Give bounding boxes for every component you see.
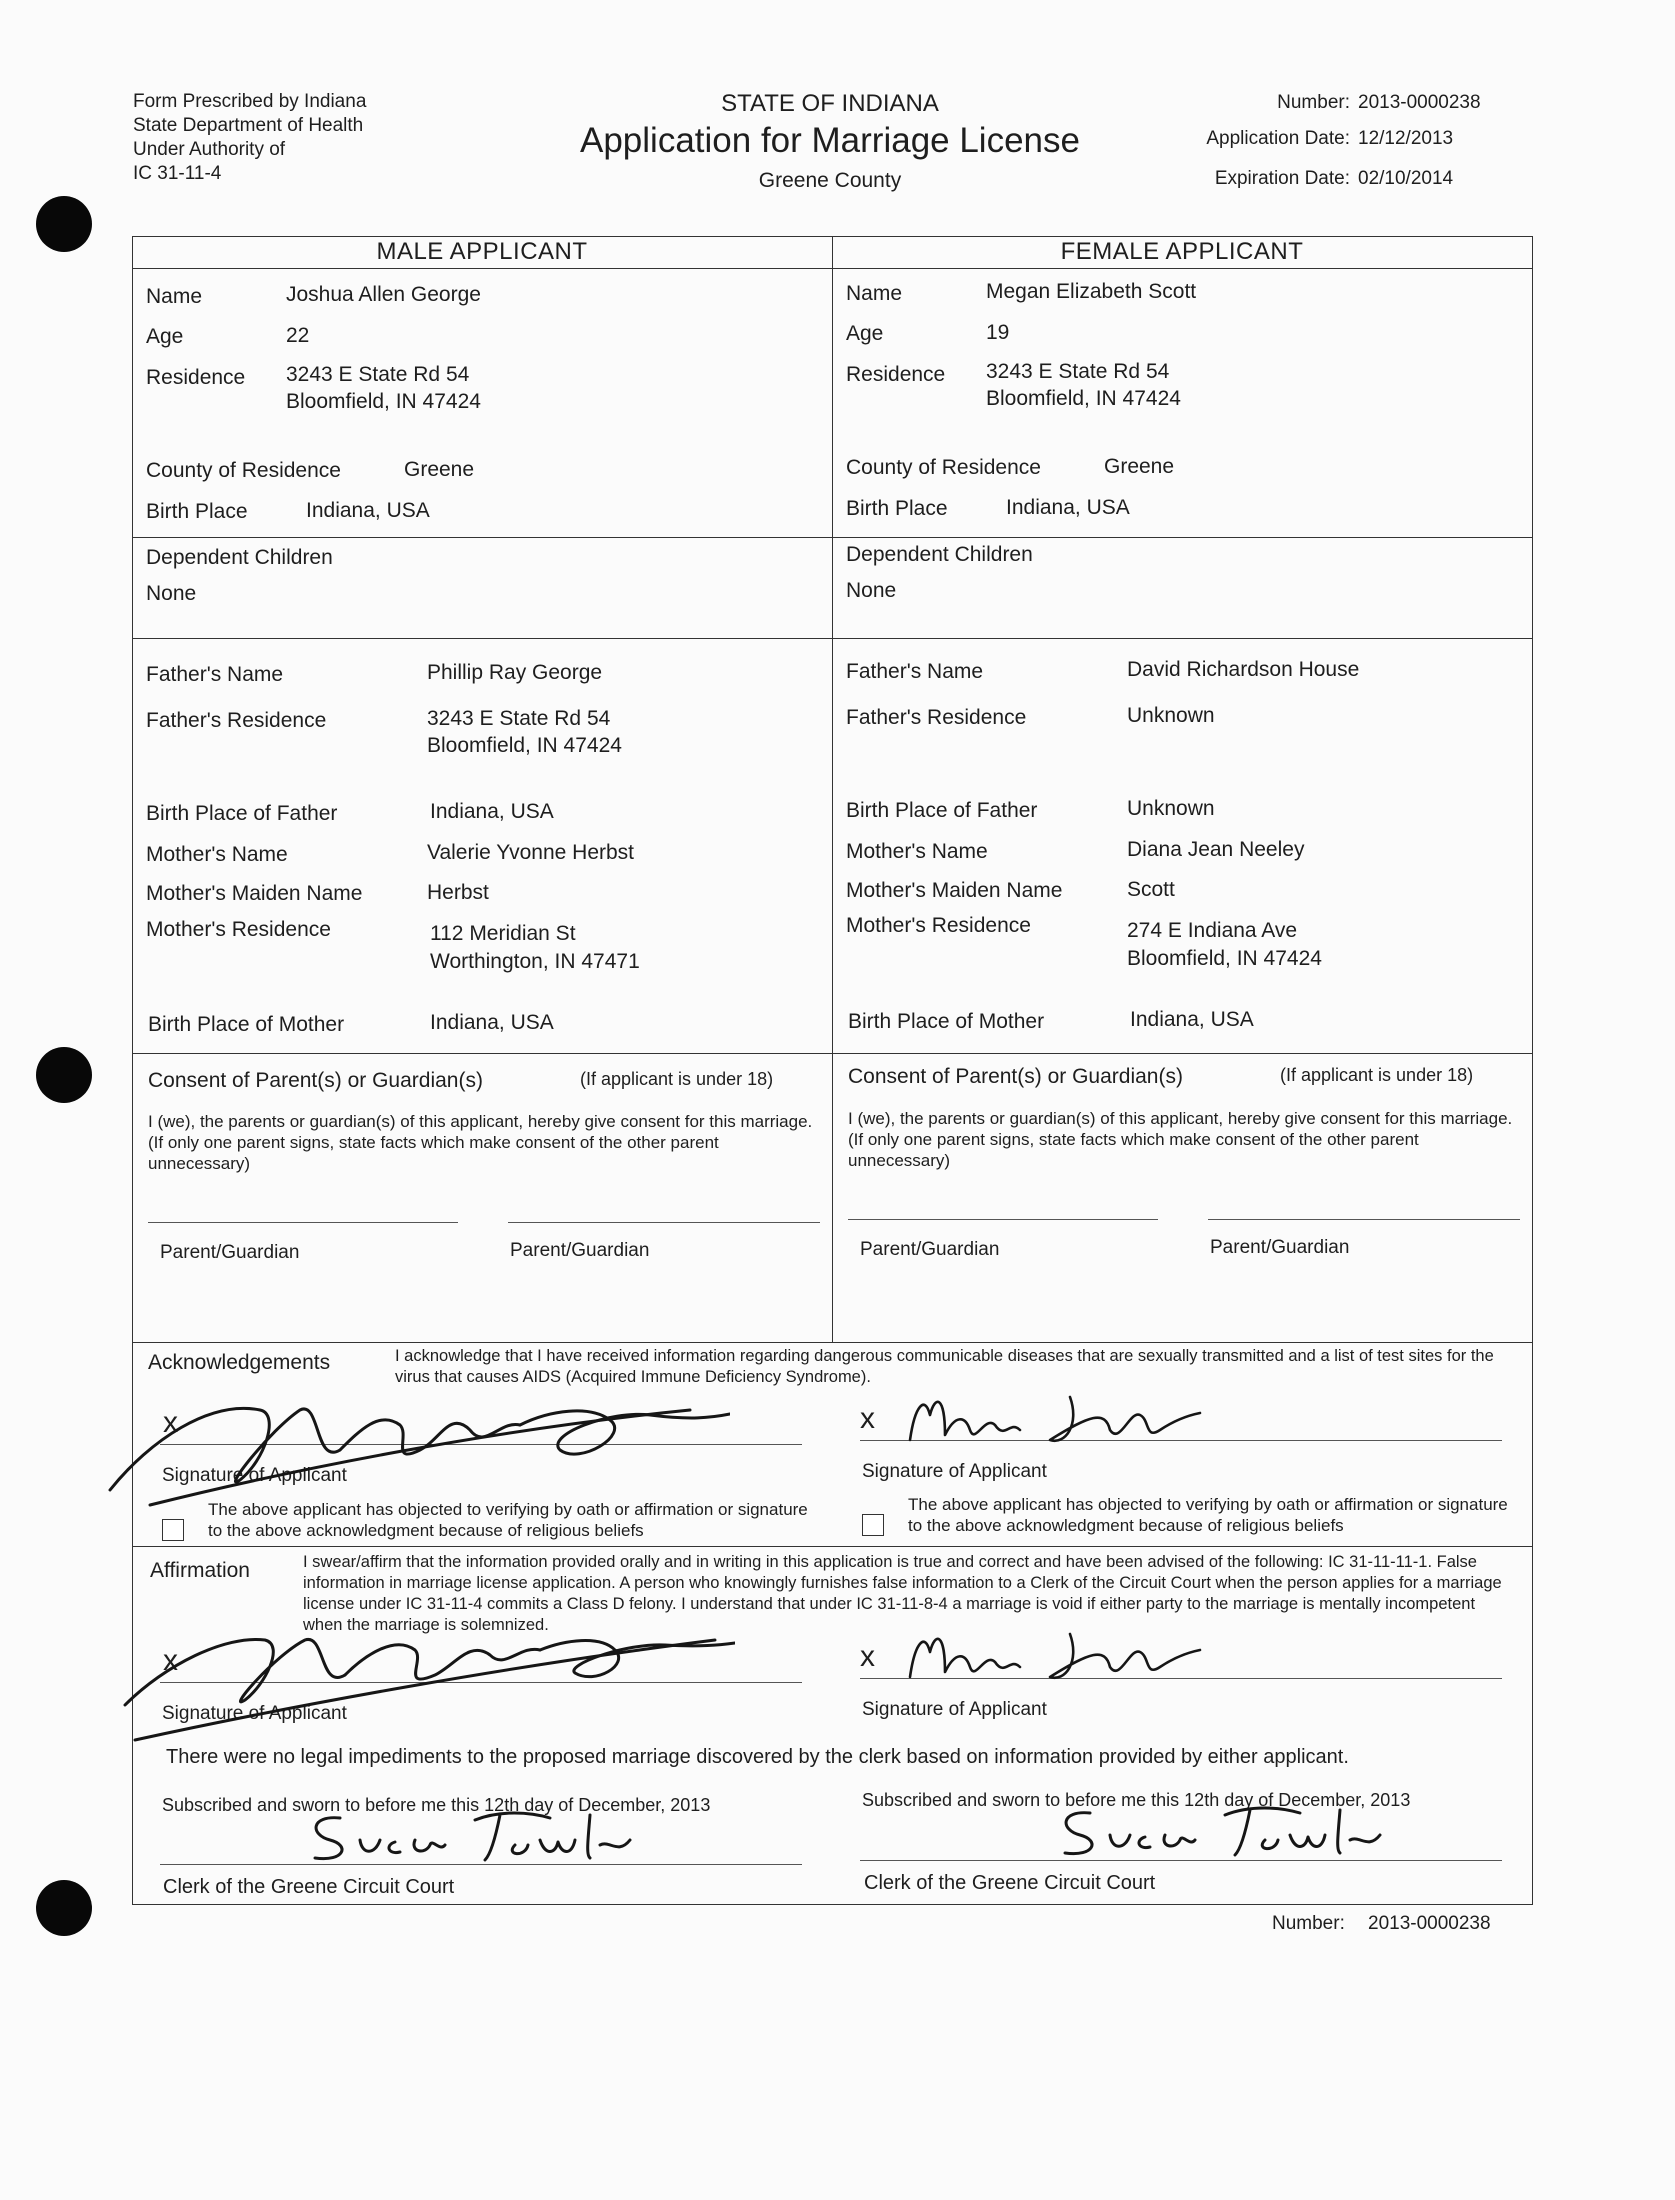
expiration-date-label: Expiration Date: xyxy=(1214,168,1350,189)
male-fathers-name: Phillip Ray George xyxy=(427,661,603,684)
affirmation-title: Affirmation xyxy=(150,1559,250,1582)
male-ack-signature-label: Signature of Applicant xyxy=(162,1465,347,1486)
female-name-label: Name xyxy=(846,282,903,305)
female-dependent-children-label: Dependent Children xyxy=(846,543,1033,566)
male-mothers-residence-label: Mother's Residence xyxy=(146,918,331,941)
female-clerk-label: Clerk of the Greene Circuit Court xyxy=(864,1872,1156,1894)
male-age: 22 xyxy=(286,324,310,347)
female-consent-text: I (we), the parents or guardian(s) of this applicant, hereby give consent for this marriage. (If only one parent signs, state facts which make consent of the other parent unnecessary) xyxy=(848,1109,1513,1170)
male-dependent-children-label: Dependent Children xyxy=(146,546,333,569)
male-applicant-heading: MALE APPLICANT xyxy=(376,238,588,265)
punch-hole-middle xyxy=(36,1047,92,1103)
female-mothers-maiden-name-label: Mother's Maiden Name xyxy=(846,879,1063,902)
male-ack-signature xyxy=(90,1370,730,1520)
state-heading: STATE OF INDIANA xyxy=(721,90,939,117)
rule xyxy=(132,1342,1533,1343)
county-heading: Greene County xyxy=(758,169,902,192)
female-county-label: County of Residence xyxy=(846,456,1041,479)
male-religious-objection-checkbox[interactable] xyxy=(162,1519,184,1541)
male-county: Greene xyxy=(404,458,475,481)
female-mothers-residence-label: Mother's Residence xyxy=(846,914,1031,937)
female-ack-signature-label: Signature of Applicant xyxy=(862,1461,1047,1482)
rule xyxy=(132,1053,1533,1054)
female-affirm-signature xyxy=(890,1622,1210,1692)
application-date-label: Application Date: xyxy=(1206,128,1350,149)
female-parent-signature-line-1[interactable] xyxy=(848,1219,1158,1220)
female-birth-place: Indiana, USA xyxy=(1006,496,1130,519)
female-age: 19 xyxy=(986,321,1010,344)
female-religious-objection-checkbox[interactable] xyxy=(862,1514,884,1536)
male-mothers-name: Valerie Yvonne Herbst xyxy=(427,841,635,864)
male-birth-place-label: Birth Place xyxy=(146,500,248,523)
male-name-label: Name xyxy=(146,285,203,308)
number-value: 2013-0000238 xyxy=(1358,92,1481,113)
prescribed-line: State Department of Health xyxy=(133,115,364,136)
female-parent-guardian-label-1: Parent/Guardian xyxy=(860,1239,1000,1260)
female-applicant-heading: FEMALE APPLICANT xyxy=(1060,238,1304,265)
acknowledgements-title: Acknowledgements xyxy=(148,1351,331,1374)
male-mothers-residence-line2: Worthington, IN 47471 xyxy=(430,950,640,973)
female-fathers-name: David Richardson House xyxy=(1127,658,1360,681)
male-residence-line1: 3243 E State Rd 54 xyxy=(286,363,470,386)
footer-number-value: 2013-0000238 xyxy=(1368,1913,1491,1934)
male-parent-signature-line-1[interactable] xyxy=(148,1222,458,1223)
female-age-label: Age xyxy=(846,322,884,345)
female-affirm-signature-label: Signature of Applicant xyxy=(862,1699,1047,1720)
male-consent-title: Consent of Parent(s) or Guardian(s) xyxy=(148,1069,483,1092)
male-birth-place-father-label: Birth Place of Father xyxy=(146,802,338,825)
male-ack-x-mark: x xyxy=(163,1406,178,1439)
female-fathers-residence: Unknown xyxy=(1127,704,1215,727)
application-date-value: 12/12/2013 xyxy=(1358,128,1454,149)
female-ack-x-mark: x xyxy=(860,1402,875,1435)
female-religious-objection-text: The above applicant has objected to verifying by oath or affirmation or signature to the above acknowledgment because of religious beliefs xyxy=(908,1495,1508,1535)
acknowledgements-text: I acknowledge that I have received information regarding dangerous communicable diseases that are sexually transmitted and a list of test sites for the virus that causes AIDS (Acquired Immune Deficiency Syndrome). xyxy=(395,1347,1494,1386)
male-birth-place-father: Indiana, USA xyxy=(430,800,554,823)
female-mothers-residence-line1: 274 E Indiana Ave xyxy=(1127,919,1298,942)
male-parent-guardian-label-2: Parent/Guardian xyxy=(510,1240,650,1261)
male-county-label: County of Residence xyxy=(146,459,341,482)
male-dependent-children: None xyxy=(146,582,197,605)
female-mothers-name: Diana Jean Neeley xyxy=(1127,838,1305,861)
male-age-label: Age xyxy=(146,325,184,348)
female-residence-line2: Bloomfield, IN 47424 xyxy=(986,387,1181,410)
male-parent-guardian-label-1: Parent/Guardian xyxy=(160,1242,300,1263)
female-ack-signature xyxy=(890,1385,1210,1455)
rule xyxy=(132,638,1533,639)
female-parent-signature-line-2[interactable] xyxy=(1208,1219,1520,1220)
female-subscribed-statement: Subscribed and sworn to before me this 12th day of December, 2013 xyxy=(862,1790,1411,1810)
prescribed-line: Form Prescribed by Indiana xyxy=(133,91,367,112)
female-fathers-name-label: Father's Name xyxy=(846,660,984,683)
male-fathers-name-label: Father's Name xyxy=(146,663,284,686)
male-consent-text: I (we), the parents or guardian(s) of this applicant, hereby give consent for this marriage. (If only one parent signs, state facts which make consent of the other parent unnecessary) xyxy=(148,1112,813,1173)
male-clerk-signature xyxy=(300,1800,640,1870)
rule xyxy=(132,537,1533,538)
female-name: Megan Elizabeth Scott xyxy=(986,280,1197,303)
male-fathers-residence-line1: 3243 E State Rd 54 xyxy=(427,707,611,730)
female-residence-line1: 3243 E State Rd 54 xyxy=(986,360,1170,383)
female-consent-note: (If applicant is under 18) xyxy=(1280,1065,1474,1085)
female-birth-place-father: Unknown xyxy=(1127,797,1215,820)
prescribed-line: Under Authority of xyxy=(133,139,286,160)
male-birth-place: Indiana, USA xyxy=(306,499,430,522)
male-clerk-label: Clerk of the Greene Circuit Court xyxy=(163,1876,455,1898)
number-label: Number: xyxy=(1277,92,1350,113)
female-mothers-maiden-name: Scott xyxy=(1127,878,1175,901)
male-birth-place-mother: Indiana, USA xyxy=(430,1011,554,1034)
page-title: Application for Marriage License xyxy=(580,121,1080,160)
male-residence-label: Residence xyxy=(146,366,246,389)
female-birth-place-father-label: Birth Place of Father xyxy=(846,799,1038,822)
rule xyxy=(132,1546,1533,1547)
male-birth-place-mother-label: Birth Place of Mother xyxy=(148,1013,345,1036)
expiration-date-value: 02/10/2014 xyxy=(1358,168,1454,189)
female-mothers-residence-line2: Bloomfield, IN 47424 xyxy=(1127,947,1322,970)
male-fathers-residence-label: Father's Residence xyxy=(146,709,327,732)
male-affirm-x-mark: x xyxy=(163,1644,178,1677)
male-subscribed-statement: Subscribed and sworn to before me this 12th day of December, 2013 xyxy=(162,1795,711,1815)
male-residence-line2: Bloomfield, IN 47424 xyxy=(286,390,481,413)
female-birth-place-label: Birth Place xyxy=(846,497,948,520)
prescribed-line: IC 31-11-4 xyxy=(133,163,222,184)
female-clerk-signature xyxy=(1050,1795,1390,1865)
punch-hole-top xyxy=(36,196,92,252)
affirmation-text: I swear/affirm that the information provided orally and in writing in this application is true and correct and have been advised of the following: IC 31-11-11-1. False information in marriage license application. A person who knowingly furnishes false information to a Clerk of the Circuit Court when the person applies for a marriage license under IC 31-11-4 commits a Class D felony. I understand that under IC 31-11-8-4 a marriage is void if either party to the marriage is mentally incompetent when the marriage is solemnized. xyxy=(303,1553,1502,1634)
female-fathers-residence-label: Father's Residence xyxy=(846,706,1027,729)
male-mothers-maiden-name-label: Mother's Maiden Name xyxy=(146,882,363,905)
female-consent-title: Consent of Parent(s) or Guardian(s) xyxy=(848,1065,1183,1088)
female-mothers-name-label: Mother's Name xyxy=(846,840,988,863)
male-fathers-residence-line2: Bloomfield, IN 47424 xyxy=(427,734,622,757)
male-religious-objection-text: The above applicant has objected to verifying by oath or affirmation or signature to the above acknowledgment because of religious beliefs xyxy=(208,1500,808,1540)
male-consent-note: (If applicant is under 18) xyxy=(580,1069,774,1089)
female-dependent-children: None xyxy=(846,579,897,602)
punch-hole-bottom xyxy=(36,1880,92,1936)
female-residence-label: Residence xyxy=(846,363,946,386)
no-impediments-statement: There were no legal impediments to the proposed marriage discovered by the clerk based on information provided by either applicant. xyxy=(166,1746,1349,1768)
female-affirm-x-mark: x xyxy=(860,1640,875,1673)
male-mothers-residence-line1: 112 Meridian St xyxy=(430,922,576,945)
male-parent-signature-line-2[interactable] xyxy=(508,1222,820,1223)
male-name: Joshua Allen George xyxy=(286,283,481,306)
female-parent-guardian-label-2: Parent/Guardian xyxy=(1210,1237,1350,1258)
female-county: Greene xyxy=(1104,455,1175,478)
female-birth-place-mother-label: Birth Place of Mother xyxy=(848,1010,1045,1033)
column-divider xyxy=(832,236,833,1342)
female-birth-place-mother: Indiana, USA xyxy=(1130,1008,1254,1031)
male-mothers-name-label: Mother's Name xyxy=(146,843,288,866)
form-prescribed-note xyxy=(133,90,366,186)
male-mothers-maiden-name: Herbst xyxy=(427,881,489,904)
male-affirm-signature xyxy=(95,1595,735,1745)
male-affirm-signature-label: Signature of Applicant xyxy=(162,1703,347,1724)
footer-number-label: Number: xyxy=(1272,1913,1345,1934)
